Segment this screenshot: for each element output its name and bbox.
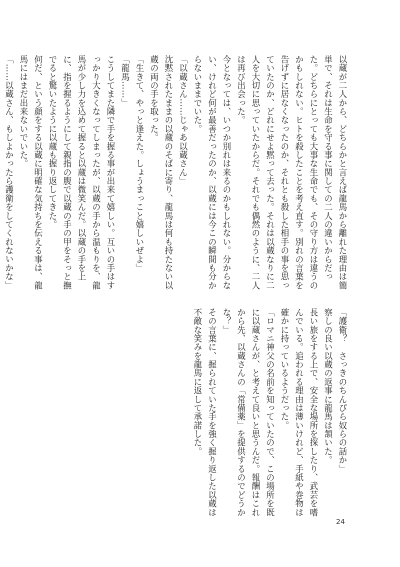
body-text-upper: 以蔵が二人から、どちらかと言えば龍馬から離れた理由は簡単で、それは生命を守る事に関しての二人の違いからだった。どちらにとっても大事な生命でも、その守り方は違うのかもしれない。ヒトを殺したことを考え直す。別れの言葉を告げずに居なくなったのか、それとも殺した相手の事を思っていたのか、どれにせよ黙って去った。それは以蔵なりに二人を大切に思っていたからだ。それでも偶然のように、二人は再び出会った。 今となっては、いつか別れは来るのかもしれない。分からない、けれど何が最善だったのか、以蔵には今この瞬間も分からないままでいた。 「以蔵さん……じゃあ以蔵さん」 沈黙されたままの以蔵のそばに寄り、龍馬は何も持たない以蔵の両の手を取った。 「生きて、やっと逢えた。しょうまっこと嬉しいぜよ」 「龍馬……」 こうしてまた隣で手を握る事が出来て嬉しい。互いの手はすっかり大きくなってしまったが、以蔵の手から温もりを、龍馬が少し力を込めて握ると以蔵は微笑んだ。以蔵の手を上に、指を握るようにして親指の腹で以蔵の手の甲をそっと撫でると驚いたように以蔵も握り返してきた。 何だ、という顔をする以蔵に明確な気持ちを伝える事は、龍馬にはまだ出来ないでいた。 「……以蔵さん、もしよかったら護衛をしてくれないかな」 [4,55,348,290]
page-number: 24 [336,518,345,526]
body-text-lower: 「護衛？ さっきのちんぴら奴らの話か」 察しの良い以蔵の返事に龍馬は頷いた。 長い旅をする上で、安全な場所を探したり、武芸を嗜んでいる。追われる理由は薄いけれど、手紙や巻物は確かに持っているようだった。 「ロマニ神父の名前を知っていたので、この場所を既に以蔵さんが、と考えて良いと思うんだ。報酬はこれから先、以蔵さんの「常備薬」を提供するのでどうかな？」 その言葉に、握られていた手を強く握り返した以蔵は不敵な笑みを龍馬に返して承諾した。 [193,308,348,517]
